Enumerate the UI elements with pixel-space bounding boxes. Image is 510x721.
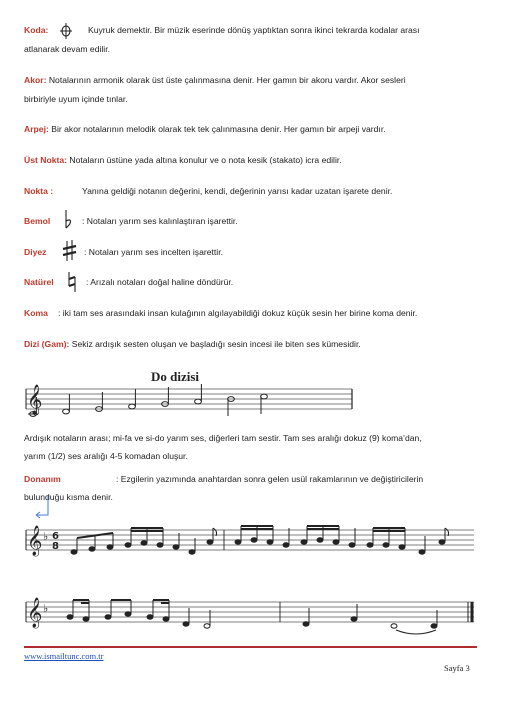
term-label: Arpej:: [24, 124, 49, 134]
term-label: Dizi (Gam):: [24, 339, 70, 349]
flat-key-icon: ♭: [43, 602, 49, 615]
c-major-scale-staff: [24, 378, 354, 420]
entry-text: : Arızalı notaları doğal haline döndürür.: [86, 277, 234, 287]
footer-rule: [24, 646, 477, 648]
interval-text-2: yarım (1/2) ses aralığı 4-5 komadan oluşur.: [24, 451, 188, 461]
treble-clef-icon: 𝄞: [27, 385, 43, 415]
natural-icon: [66, 271, 78, 293]
melody-staff-1: [24, 516, 476, 566]
flat-icon: [63, 209, 75, 231]
entry-text: Kuyruk demektir. Bir müzik eserinde dönüş yaptıktan sonra ikinci tekrarda kodalar arası: [88, 25, 420, 35]
term-label: Koda:: [24, 25, 49, 35]
entry-text-cont: atlanarak devam edilir.: [24, 44, 110, 54]
treble-clef-icon: 𝄞: [27, 526, 43, 556]
flat-key-icon: ♭: [43, 530, 49, 543]
entry-naturel: [24, 273, 54, 292]
coda-icon: [60, 23, 72, 39]
entry-text: Notaların üstüne yada altına konulur ve o nota kesik (stakato) icra edilir.: [69, 155, 342, 165]
entry-ust-nokta: [24, 151, 342, 170]
time-signature-top: 6: [52, 531, 59, 542]
entry-text: : Notaları yarım ses kalınlaştıran işarettir.: [82, 216, 238, 226]
entry-text-cont: birbiriyle uyum içinde tınlar.: [24, 94, 128, 104]
entry-text: Notalarının armonik olarak üst üste çalınmasına denir. Her gamın bir akoru vardır. Akor sesleri: [48, 75, 406, 85]
term-label: Koma: [24, 308, 48, 318]
interval-text-1: Ardışık notaların arası; mi-fa ve si-do yarım ses, diğerleri tam sestir. Tam ses aralığı dokuz (9) koma’dan,: [24, 433, 422, 443]
term-label: Akor:: [24, 75, 47, 85]
entry-text: Yanına geldiği notanın değerini, kendi, değerinin yarısı kadar uzatan işarete denir.: [82, 186, 393, 196]
entry-text: Bir akor notalarının melodik olarak tek tek çalınmasına denir. Her gamın bir arpeji vardır.: [51, 124, 386, 134]
term-label: Bemol: [24, 216, 51, 226]
donanim-text-cont: bulunduğu kısma denir.: [24, 492, 113, 502]
entry-dizi: [24, 335, 361, 354]
donanim-text: : Ezgilerin yazımında anahtardan sonra gelen usül rakamlarının ve değiştiricilerin: [116, 474, 424, 484]
entry-koda: [24, 21, 48, 40]
melody-staff-2: [24, 590, 476, 638]
entry-arpej: [24, 120, 386, 139]
entry-koma: [24, 304, 48, 323]
time-signature-bottom: 8: [52, 541, 59, 552]
entry-diyez: [24, 243, 46, 262]
entry-akor: [24, 71, 406, 90]
term-label: Üst Nokta:: [24, 155, 67, 165]
sharp-icon: [62, 240, 78, 262]
entry-text: : iki tam ses arasındaki insan kulağının algılayabildiği dokuz küçük sesin her birine koma denir.: [58, 308, 418, 318]
entry-bemol: [24, 212, 50, 231]
entry-text: : Notaları yarım ses incelten işarettir.: [84, 247, 223, 257]
footer-website-link[interactable]: www.ismailtunc.com.tr: [24, 651, 104, 661]
term-label: Natürel: [24, 277, 54, 287]
scale-title: Do dizisi: [151, 369, 200, 384]
term-label: Diyez: [24, 247, 47, 257]
term-label: Nokta :: [24, 186, 54, 196]
term-label: Donanım: [24, 474, 61, 484]
entry-donanim: [24, 470, 61, 489]
entry-text: Sekiz ardışık sesten oluşan ve başladığı sesin incesi ile biten ses kümesidir.: [71, 339, 361, 349]
entry-nokta: [24, 182, 53, 201]
page-number: Sayfa 3: [444, 663, 470, 673]
treble-clef-icon: 𝄞: [27, 598, 43, 628]
